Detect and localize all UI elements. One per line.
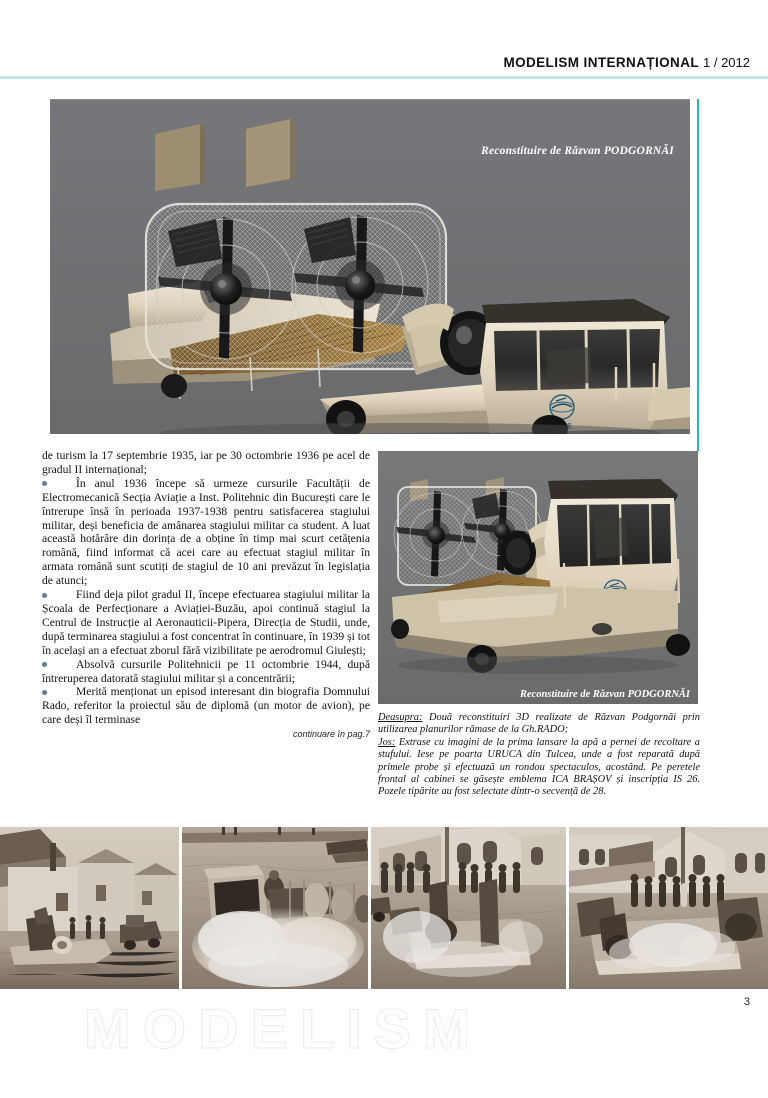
archive-photo	[0, 827, 179, 989]
archive-photo-2-illustration	[182, 827, 367, 989]
figure-caption-block	[378, 712, 700, 799]
hero-accent-edge-line	[697, 99, 699, 451]
bullet-icon	[42, 690, 47, 695]
issue-number: 1 / 2012	[703, 55, 750, 70]
bullet-icon	[42, 481, 47, 486]
archive-photo-3-illustration	[371, 827, 566, 989]
article-paragraph	[42, 449, 370, 477]
magazine-title: MODELISM INTERNAȚIONAL	[503, 55, 699, 70]
paragraph-text: de turism la 17 septembrie 1935, iar pe 30 octombrie 1936 pe acel de gradul II internațional;	[42, 449, 370, 476]
caption-below	[378, 737, 700, 799]
page-number: 3	[743, 996, 750, 1008]
article-paragraph	[42, 685, 370, 727]
paragraph-text: În anul 1936 începe să urmeze cursurile Facultății de Electromecanică Secția Aviație a Inst. Politehnic din București care le întrerupe însă în perioada 1937-1938 pentru satisfacerea stagiului militar, deși beneficia de amânarea stagiului militar ca student. A luat această hotărâre din dorința de a obține în timp mai scurt cetățenia română, fiind informat că acei care au efectuat stagiul militar în armata română sunt scutiți de stagiul de 10 ani prevăzut în legislația de atunci;	[42, 476, 370, 588]
archive-photo-4-illustration	[569, 827, 768, 989]
caption-below-label: Jos:	[378, 736, 396, 748]
secondary-render-image	[378, 451, 698, 704]
archive-photo	[371, 827, 566, 989]
secondary-image-credit: Reconstituire de Răzvan PODGORNĂI	[519, 689, 690, 700]
caption-above	[378, 712, 700, 737]
paragraph-text: Merită menționat un episod interesant din biografia Domnului Rado, referitor la proiectul său de diplomă (un motor de avion), pe care deși îl terminase	[42, 685, 370, 727]
caption-above-label: Deasupra:	[378, 712, 423, 723]
archive-photo	[182, 827, 367, 989]
article-paragraph	[42, 658, 370, 686]
caption-below-text: Extrase cu imagini de la prima lansare la apă a pernei de recoltare a stufului. Iese pe poarta URUCA din Tulcea, unde a fost reparată după primele probe și efectuază un rondou spectaculos, acostând. Pe peretele frontal al cabinei se găsește emblema ICA BRAȘOV și inscripția IS 26. Pozele tipărite au fost selectate dintr-o secvență de 28.	[378, 736, 700, 798]
header-divider	[0, 76, 768, 79]
article-paragraph	[42, 588, 370, 658]
page-header	[0, 54, 768, 72]
article-paragraph	[42, 477, 370, 588]
paragraph-text: Absolvă cursurile Politehnicii pe 11 octombrie 1944, după întreruperea datorată stagiului militar și a concentrării;	[42, 657, 370, 685]
hero-render-image	[50, 99, 690, 434]
archive-photo-strip	[0, 827, 768, 989]
article-text-column	[42, 449, 370, 742]
hero-top-hairline	[50, 99, 690, 100]
archive-photo-1-illustration	[0, 827, 179, 989]
bullet-icon	[42, 593, 47, 598]
page-watermark: MODELISM	[84, 997, 482, 1060]
paragraph-text: Fiind deja pilot gradul II, începe efectuarea stagiului militar la Școala de Perfecționare a Aviației-Buzău, apoi continuă stagiul la Centrul de Instrucție al Aeronauticii-Pipera, Direcția de Studii, unde, după terminarea stagiului a fost concentrat în continuare, în 1939 și tot în același an a efectuat zborul fără vizibilitate pe aerodromul Giulești;	[42, 588, 370, 657]
archive-photo	[569, 827, 768, 989]
hero-image-credit: Reconstituire de Răzvan PODGORNĂI	[481, 145, 674, 157]
caption-above-text: Două reconstituiri 3D realizate de Răzvan Podgornăi prin utilizarea planurilor rămase de la Gh.RADO;	[378, 712, 700, 736]
bullet-icon	[42, 662, 47, 667]
continuation-note[interactable]: continuare în pag.7	[292, 729, 370, 740]
secondary-render-illustration	[378, 451, 698, 704]
